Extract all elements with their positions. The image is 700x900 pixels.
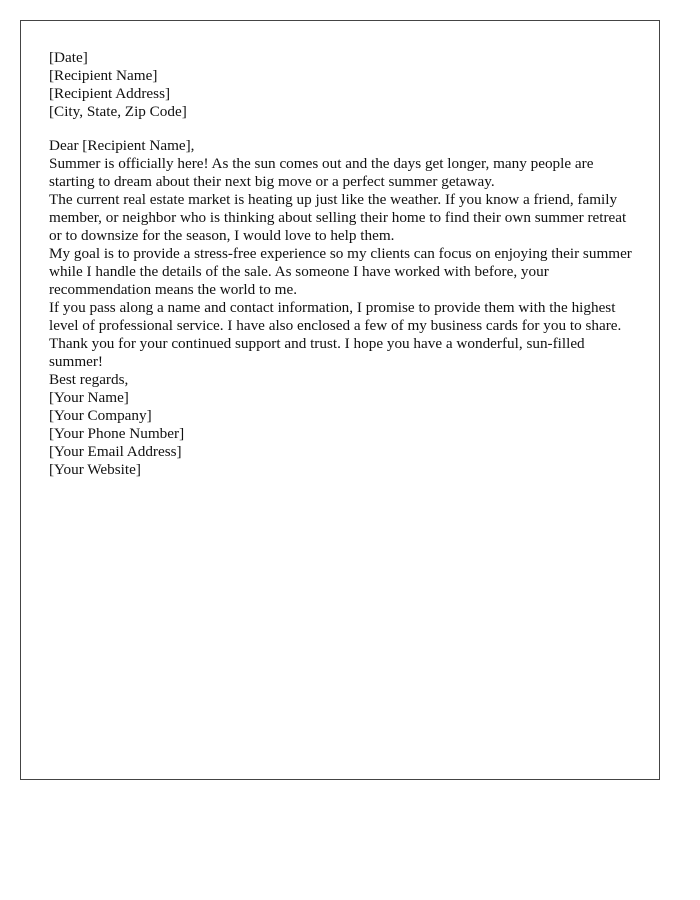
salutation: Dear [Recipient Name],: [49, 137, 195, 154]
paragraph-5: Thank you for your continued support and trust. I hope you have a wonderful, sun-filled summer!: [49, 335, 585, 370]
paragraph-4: If you pass along a name and contact information, I promise to provide them with the highest level of professional service. I have also enclosed a few of my business cards for you to share.: [49, 299, 622, 334]
paragraph-2: The current real estate market is heating up just like the weather. If you know a friend, family member, or neighbor who is thinking about selling their home to find their own summer retreat or to downsize for the season, I would love to help them.: [49, 191, 627, 244]
letter-date: [Date]: [49, 49, 88, 66]
recipient-city-state-zip: [City, State, Zip Code]: [49, 103, 187, 120]
signature-company: [Your Company]: [49, 407, 152, 424]
paragraph-3: My goal is to provide a stress-free experience so my clients can focus on enjoying their summer while I handle the details of the sale. As someone I have worked with before, your recommendation means the world to me.: [49, 245, 632, 298]
signature-name: [Your Name]: [49, 389, 129, 406]
signature-phone: [Your Phone Number]: [49, 425, 185, 442]
recipient-name: [Recipient Name]: [49, 67, 158, 84]
signature-email: [Your Email Address]: [49, 443, 182, 460]
closing: Best regards,: [49, 371, 129, 388]
letter-body: [49, 49, 637, 479]
signature-website: [Your Website]: [49, 461, 141, 478]
recipient-address-block: [49, 67, 637, 121]
recipient-address: [Recipient Address]: [49, 85, 171, 102]
signature-block: [49, 389, 637, 479]
paragraph-1: Summer is officially here! As the sun comes out and the days get longer, many people are starting to dream about their next big move or a perfect summer getaway.: [49, 155, 594, 190]
letter-page: [20, 20, 660, 780]
